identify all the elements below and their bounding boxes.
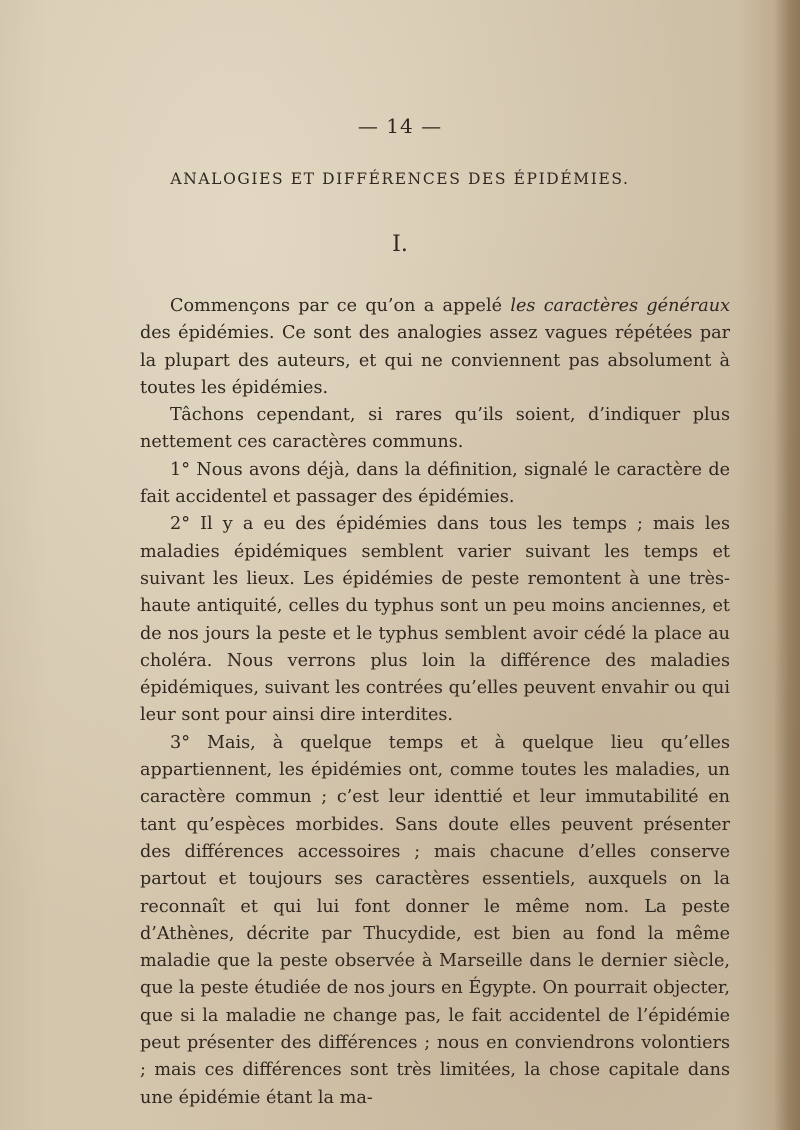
paragraph-3: 1° Nous avons déjà, dans la définition, signalé le caractère de fait accidentel et passager des épidémies. <box>140 459 730 508</box>
paragraph-1-italic-term: les caractères généraux <box>510 296 730 316</box>
paragraph-4: 2° Il y a eu des épidémies dans tous les temps ; mais les maladies épidémiques semblent varier suivant les temps et suivant les lieux. Les épidémies de peste remontent à une très-haute antiquité, celles du typhus sont un peu moins anciennes, et de nos jours la peste et le typhus semblent avoir cédé la place au choléra. Nous verrons plus loin la différence des maladies épidémiques, suivant les contrées qu’elles peuvent envahir ou qui leur sont pour ainsi dire interdites. <box>140 514 730 726</box>
paragraph-2: Tâchons cependant, si rares qu’ils soient, d’indiquer plus nettement ces caractères communs. <box>140 405 730 453</box>
paragraph-1 <box>140 293 730 402</box>
body-text <box>140 293 730 1112</box>
paragraph-1-start: Commençons par ce qu’on a appelé <box>170 296 511 316</box>
paragraph-5: 3° Mais, à quelque temps et à quelque lieu qu’elles appartiennent, les épidémies ont, comme toutes les maladies, un caractère commun ; c’est leur identtié et leur immutabilité en tant qu’espèces morbides. Sans doute elles peuvent présenter des différences accessoires ; mais chacune d’elles conserve partout et toujours ses caractères essentiels, auxquels on la reconnaît et qui lui font donner le même nom. La peste d’Athènes, décrite par Thucydide, est bien au fond la même maladie que la peste observée à Marseille dans le dernier siècle, que la peste étudiée de nos jours en Égypte. On pourrait objecter, que si la maladie ne change pas, le fait accidentel de l’épidémie peut présenter des différences ; nous en conviendrons volontiers ; mais ces différences sont très limitées, la chose capitale dans une épidémie étant la ma- <box>140 732 730 1108</box>
section-number: I. <box>392 232 408 257</box>
chapter-title: ANALOGIES ET DIFFÉRENCES DES ÉPIDÉMIES. <box>170 170 630 188</box>
page-number: — 14 — <box>357 114 443 138</box>
paragraph-1-end: des épidémies. Ce sont des analogies assez vagues répétées par la plupart des auteurs, et qui ne conviennent pas absolument à toutes les épidémies. <box>140 323 730 398</box>
